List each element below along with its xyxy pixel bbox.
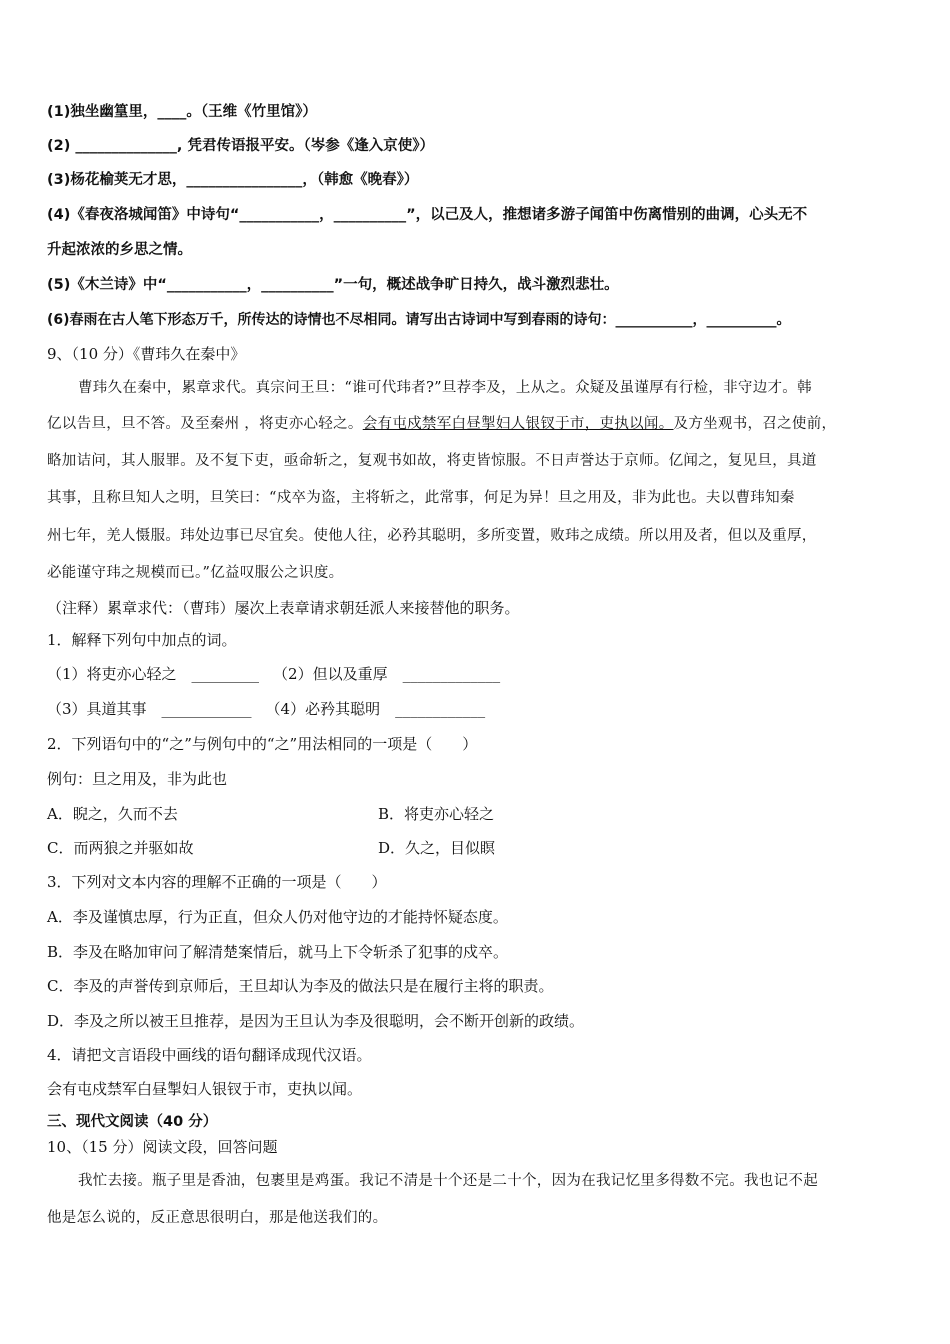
q8-line-6: (6)春雨在古人笔下形态万千，所传达的诗情也不尽相同。请写出古诗词中写到春雨的诗句：___________，__________。 <box>47 312 791 328</box>
q9-sub2-prompt: 2．下列语句中的“之”与例句中的“之”用法相同的一项是（ ） <box>47 735 478 753</box>
q9-sub4-text: 会有屯戍禁军白昼掣妇人银钗于市，吏执以闻。 <box>47 1080 363 1098</box>
q9-header: 9、（10 分）《曹玮久在秦中》 <box>47 345 246 363</box>
q10-passage-line-2: 他是怎么说的，反正意思很明白，那是他送我们的。 <box>47 1210 388 1226</box>
q9-sub3-option-d: D．李及之所以被王旦推荐，是因为王旦认为李及很聪明，会不断开创新的政绩。 <box>47 1012 585 1030</box>
sub1-item-3: （3）具道其事 ____________ <box>47 700 252 718</box>
q9-sub2-options-row2 <box>47 838 907 858</box>
q8-line-4a: (4)《春夜洛城闻笛》中诗句“___________，__________”，以己及人，推想诸多游子闻笛中伤离惜别的曲调，心头无不 <box>47 207 808 223</box>
q9-sub1-row1 <box>47 664 500 684</box>
q9-passage-line-4: 其事，且称旦知人之明，旦笑曰：“戍卒为盗，主将斩之，此常事，何足为异！旦之用及，非为此也。夫以曹玮知秦 <box>47 490 795 506</box>
q8-line-2: (2) ______________, 凭君传语报平安。（岑参《逢入京使》） <box>47 138 434 154</box>
sub1-item-1: （1）将吏亦心轻之 _________ <box>47 665 260 683</box>
q9-sub1-row2 <box>47 699 485 719</box>
q8-line-3: (3)杨花榆荚无才思，________________，（韩愈《晚春》） <box>47 172 419 188</box>
q8-line-4b: 升起浓浓的乡思之情。 <box>47 242 192 258</box>
q9-sub3-option-a: A．李及谨慎忠厚，行为正直，但众人仍对他守边的才能持怀疑态度。 <box>47 908 508 926</box>
q9-sub3-option-b: B．李及在略加审问了解清楚案情后，就马上下令斩杀了犯事的戍卒。 <box>47 943 509 961</box>
option-d: D．久之，目似瞑 <box>378 839 496 857</box>
q9-sub4-prompt: 4．请把文言语段中画线的语句翻译成现代汉语。 <box>47 1046 372 1064</box>
q9-sub2-example: 例句：旦之用及，非为此也 <box>47 770 228 788</box>
option-c: C．而两狼之并驱如故 <box>47 839 194 857</box>
sub1-item-4: （4）必矜其聪明 ____________ <box>265 700 486 718</box>
underlined-sentence: 会有屯戍禁军白昼掣妇人银钗于市，吏执以闻。 <box>362 416 674 432</box>
q9-passage-line-2 <box>47 414 836 434</box>
section-3-title: 三、现代文阅读（40 分） <box>47 1114 218 1130</box>
q9-passage-line-3: 略加诘问，其人服罪。及不复下吏，亟命斩之，复观书如故，将吏皆惊服。不日声誉达于京师。亿闻之，复见旦，具道 <box>47 453 817 469</box>
q9-passage-line-1: 曹玮久在秦中，累章求代。真宗问王旦：“谁可代玮者?”旦荐李及，上从之。众疑及虽谨厚有行检，非守边才。韩 <box>78 380 812 396</box>
q8-line-1: (1)独坐幽篁里，____。（王维《竹里馆》） <box>47 104 317 120</box>
q9-sub1-prompt: 1．解释下列句中加点的词。 <box>47 631 237 649</box>
sub1-item-2: （2）但以及重厚 _____________ <box>273 665 501 683</box>
option-b: B．将吏亦心轻之 <box>378 805 495 823</box>
q8-line-5: (5)《木兰诗》中“___________，__________”一句，概述战争旷日持久，战斗激烈悲壮。 <box>47 277 619 293</box>
passage-text: 亿以告旦，旦不答。及至秦州 ，将吏亦心轻之。 <box>47 416 363 432</box>
q9-passage-line-5: 州七年，羌人慑服。玮处边事已尽宜矣。使他人往，必矜其聪明，多所变置，败玮之成绩。所以用及者，但以及重厚， <box>47 528 817 544</box>
q10-header: 10、（15 分）阅读文段，回答问题 <box>47 1138 278 1156</box>
option-a: A．睨之，久而不去 <box>47 805 178 823</box>
passage-text: 及方坐观书，召之使前， <box>673 416 837 432</box>
q9-passage-line-6: 必能谨守玮之规模而已。”亿益叹服公之识度。 <box>47 565 344 581</box>
q9-sub2-options-row1 <box>47 804 907 824</box>
q9-sub3-prompt: 3．下列对文本内容的理解不正确的一项是（ ） <box>47 873 387 891</box>
q9-note: （注释）累章求代：（曹玮）屡次上表章请求朝廷派人来接替他的职务。 <box>47 599 520 617</box>
q9-sub3-option-c: C．李及的声誉传到京师后，王旦却认为李及的做法只是在履行主将的职责。 <box>47 977 554 995</box>
q10-passage-line-1: 我忙去接。瓶子里是香油，包裹里是鸡蛋。我记不清是十个还是二十个，因为在我记忆里多得数不完。我也记不起 <box>78 1173 818 1189</box>
